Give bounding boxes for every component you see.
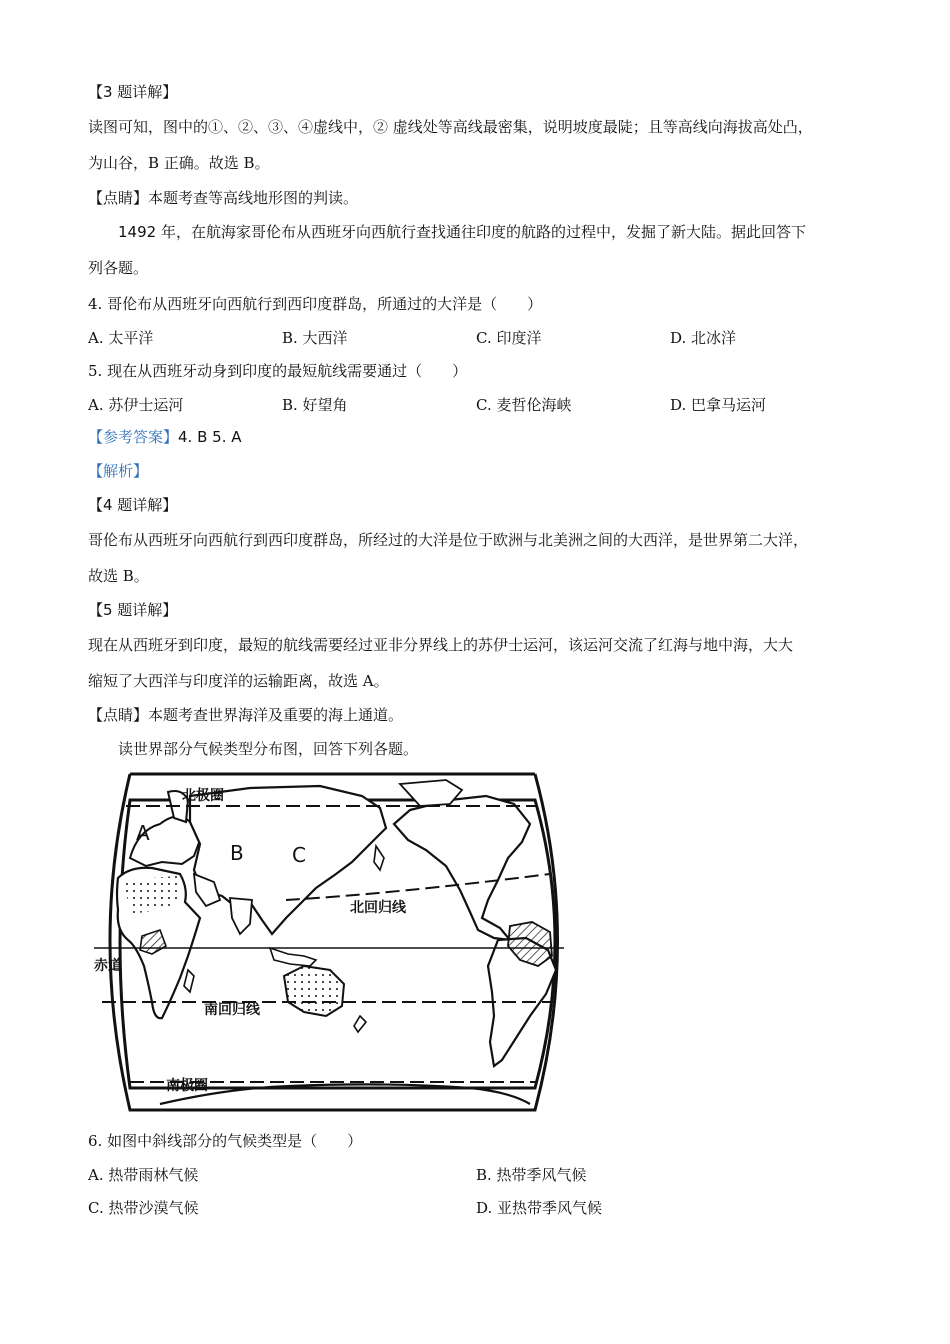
q5-detail-body-line2: 缩短了大西洋与印度洋的运输距离，故选 A。: [88, 672, 389, 690]
q4-option-c: C. 印度洋: [476, 329, 542, 347]
analysis-label: 【解析】: [88, 462, 149, 480]
intro-line1: 1492 年，在航海家哥伦布从西班牙向西航行查找通往印度的航路的过程中，发掘了新大陆。据此回答下: [118, 223, 806, 241]
label-b: B: [230, 841, 244, 865]
q5-stem: 5. 现在从西班牙动身到印度的最短航线需要通过（ ）: [88, 362, 468, 380]
q5-option-a: A. 苏伊士运河: [88, 396, 184, 414]
answer-value: 4. B 5. A: [178, 428, 242, 446]
answer-label: 【参考答案】: [88, 428, 179, 446]
label-c: C: [292, 843, 306, 867]
q5-detail-body-line1: 现在从西班牙到印度，最短的航线需要经过亚非分界线上的苏伊士运河，该运河交流了红海与地中海，大大: [88, 636, 794, 654]
q4-stem: 4. 哥伦布从西班牙向西航行到西印度群岛，所通过的大洋是（ ）: [88, 295, 543, 313]
q3-detail-heading: 【3 题详解】: [88, 83, 178, 101]
label-tropic-of-capricorn: 南回归线: [204, 1002, 260, 1018]
q4-detail-body-line1: 哥伦布从西班牙向西航行到西印度群岛，所经过的大洋是位于欧洲与北美洲之间的大西洋，是世界第二大洋，: [88, 531, 809, 549]
label-equator: 赤道: [94, 958, 122, 974]
q5-option-c: C. 麦哲伦海峡: [476, 396, 572, 414]
q6-option-b: B. 热带季风气候: [476, 1166, 587, 1184]
q6-option-c: C. 热带沙漠气候: [88, 1199, 199, 1217]
answer-line: [88, 427, 242, 447]
label-tropic-of-cancer: 北回归线: [350, 900, 406, 916]
q4-option-d: D. 北冰洋: [670, 329, 737, 347]
q6-option-a: A. 热带雨林气候: [88, 1166, 199, 1184]
q4-detail-body-line2: 故选 B。: [88, 567, 149, 585]
q3-detail-body-line2: 为山谷，B 正确。故选 B。: [88, 154, 270, 172]
world-climate-map: [90, 770, 575, 1115]
q3-comment: 【点睛】本题考查等高线地形图的判读。: [88, 189, 359, 207]
label-arctic-circle: 北极圈: [182, 788, 224, 804]
q6-stem: 6. 如图中斜线部分的气候类型是（ ）: [88, 1132, 363, 1150]
q5-option-d: D. 巴拿马运河: [670, 396, 767, 414]
q4-option-b: B. 大西洋: [282, 329, 348, 347]
label-a: A: [136, 821, 150, 845]
q6-option-d: D. 亚热带季风气候: [476, 1199, 603, 1217]
map-intro: 读世界部分气候类型分布图，回答下列各题。: [118, 740, 419, 758]
q5-comment: 【点睛】本题考查世界海洋及重要的海上通道。: [88, 706, 404, 724]
q4-detail-heading: 【4 题详解】: [88, 496, 178, 514]
q4-option-a: A. 太平洋: [88, 329, 154, 347]
label-antarctic-circle: 南极圈: [166, 1078, 208, 1094]
q5-option-b: B. 好望角: [282, 396, 348, 414]
q5-detail-heading: 【5 题详解】: [88, 601, 178, 619]
intro-line2: 列各题。: [88, 259, 149, 277]
q3-detail-body-line1: 读图可知，图中的①、②、③、④虚线中，② 虚线处等高线最密集，说明坡度最陡；且等高线向海拔高处凸，: [88, 118, 813, 136]
